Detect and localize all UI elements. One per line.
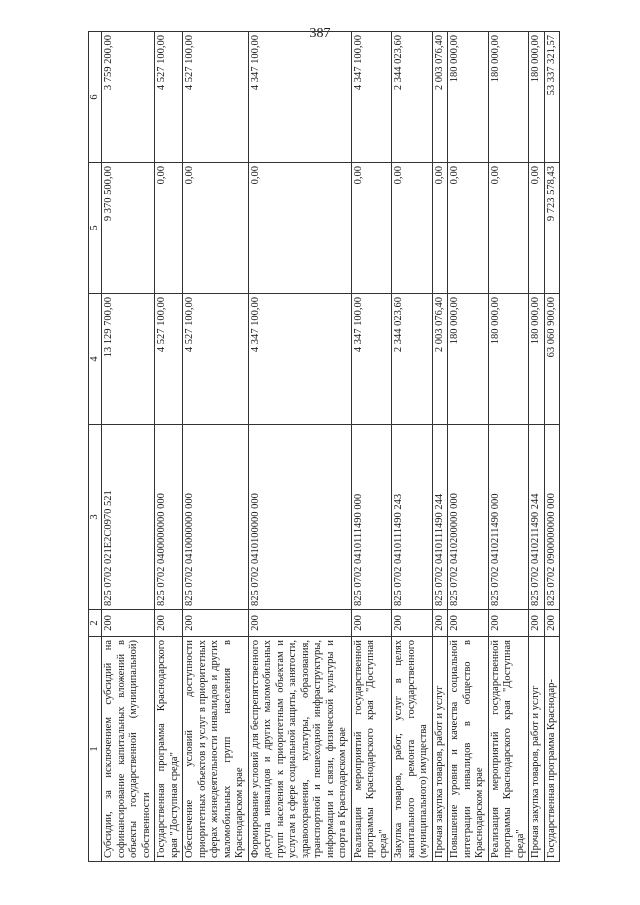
table-row [183,32,249,862]
row-name-cell: Реализация мероприятий государственной программы Краснодарского края "Доступная среда" [351,637,392,862]
table-row [248,32,351,862]
row-kbk-cell: 825 0702 0410111490 243 [392,425,433,610]
row-code-cell: 200 [155,610,183,637]
table-row [529,32,545,862]
row-code-cell: 200 [183,610,249,637]
row-kbk-cell: 825 0702 021E2C0970 521 [102,425,155,610]
row-total-cell: 4 347 100,00 [248,294,351,425]
row-total-cell: 2 003 076,40 [432,294,448,425]
table-row [102,32,155,862]
row-name-cell: Государственная программа Краснодар- [544,637,560,862]
row-code-cell: 200 [248,610,351,637]
row-col5-cell: 0,00 [448,163,489,294]
table-row [432,32,448,862]
row-code-cell: 200 [351,610,392,637]
row-col5-cell: 9 370 500,00 [102,163,155,294]
row-code-cell: 200 [102,610,155,637]
rotated-table-frame [88,35,602,862]
table-row [448,32,489,862]
row-kbk-cell: 825 0702 0410111490 000 [351,425,392,610]
row-total-cell: 4 527 100,00 [183,294,249,425]
table-row [392,32,433,862]
table-row [155,32,183,862]
row-col5-cell: 0,00 [529,163,545,294]
row-name-cell: Реализация мероприятий государственной программы Краснодарского края "Доступная среда" [488,637,529,862]
row-col6-cell: 4 347 100,00 [248,32,351,163]
header-cell-4: 4 [89,294,102,425]
header-cell-3: 3 [89,425,102,610]
row-col6-cell: 53 337 321,57 [544,32,560,163]
header-cell-1: 1 [89,637,102,862]
row-col6-cell: 4 527 100,00 [155,32,183,163]
row-code-cell: 200 [529,610,545,637]
row-col6-cell: 180 000,00 [488,32,529,163]
budget-table [88,31,560,862]
table-row [351,32,392,862]
row-col6-cell: 3 759 200,00 [102,32,155,163]
row-name-cell: Государственная программа Краснодарского края "Доступная среда" [155,637,183,862]
row-kbk-cell: 825 0702 0410211490 244 [529,425,545,610]
row-col5-cell: 0,00 [351,163,392,294]
row-code-cell: 200 [432,610,448,637]
row-name-cell: Закупка товаров, работ, услуг в целях капитального ремонта государственного (муниципального) имущества [392,637,433,862]
row-code-cell: 200 [392,610,433,637]
row-name-cell: Формирование условий для беспрепятственного доступа инвалидов и других маломобильных групп населения к приоритетным объектам и услугам в сфере социальной защиты, занятости, здравоохранения, культуры, образования, транспортной и пешеходной инфраструктуры, информации и связи, физической культуры и спорта в Краснодарском крае [248,637,351,862]
row-name-cell: Прочая закупка товаров, работ и услуг [529,637,545,862]
row-kbk-cell: 825 0702 0900000000 000 [544,425,560,610]
row-total-cell: 13 129 700,00 [102,294,155,425]
row-kbk-cell: 825 0702 0410211490 000 [488,425,529,610]
table-row [488,32,529,862]
row-code-cell: 200 [544,610,560,637]
row-col6-cell: 4 527 100,00 [183,32,249,163]
header-cell-6: 6 [89,32,102,163]
row-col6-cell: 4 347 100,00 [351,32,392,163]
row-col5-cell: 0,00 [248,163,351,294]
header-cell-2: 2 [89,610,102,637]
row-col6-cell: 2 003 076,40 [432,32,448,163]
row-total-cell: 2 344 023,60 [392,294,433,425]
row-col5-cell: 9 723 578,43 [544,163,560,294]
row-kbk-cell: 825 0702 0400000000 000 [155,425,183,610]
table-row [544,32,560,862]
row-kbk-cell: 825 0702 0410100000 000 [248,425,351,610]
row-total-cell: 4 527 100,00 [155,294,183,425]
rotated-table-container [88,35,602,862]
row-col5-cell: 0,00 [183,163,249,294]
row-total-cell: 4 347 100,00 [351,294,392,425]
row-name-cell: Обеспечение условий доступности приоритетных объектов и услуг в приоритетных сферах жизнедеятельности инвалидов и других маломобильных групп населения в Краснодарском крае [183,637,249,862]
row-code-cell: 200 [488,610,529,637]
row-name-cell: Субсидии, за исключением субсидий на софинансирование капитальных вложений в объекты государственной (муниципальной) собственности [102,637,155,862]
row-col5-cell: 0,00 [432,163,448,294]
row-kbk-cell: 825 0702 0410000000 000 [183,425,249,610]
row-total-cell: 63 060 900,00 [544,294,560,425]
row-col6-cell: 180 000,00 [448,32,489,163]
row-total-cell: 180 000,00 [448,294,489,425]
row-total-cell: 180 000,00 [529,294,545,425]
table-header-row [89,32,102,862]
header-cell-5: 5 [89,163,102,294]
row-total-cell: 180 000,00 [488,294,529,425]
row-col6-cell: 2 344 023,60 [392,32,433,163]
row-name-cell: Повышение уровня и качества социальной интеграции инвалидов в общество в Краснодарском крае [448,637,489,862]
row-code-cell: 200 [448,610,489,637]
row-col5-cell: 0,00 [488,163,529,294]
row-col5-cell: 0,00 [155,163,183,294]
row-col6-cell: 180 000,00 [529,32,545,163]
row-kbk-cell: 825 0702 0410111490 244 [432,425,448,610]
row-kbk-cell: 825 0702 0410200000 000 [448,425,489,610]
page-number: 387 [309,26,331,41]
row-col5-cell: 0,00 [392,163,433,294]
row-name-cell: Прочая закупка товаров, работ и услуг [432,637,448,862]
